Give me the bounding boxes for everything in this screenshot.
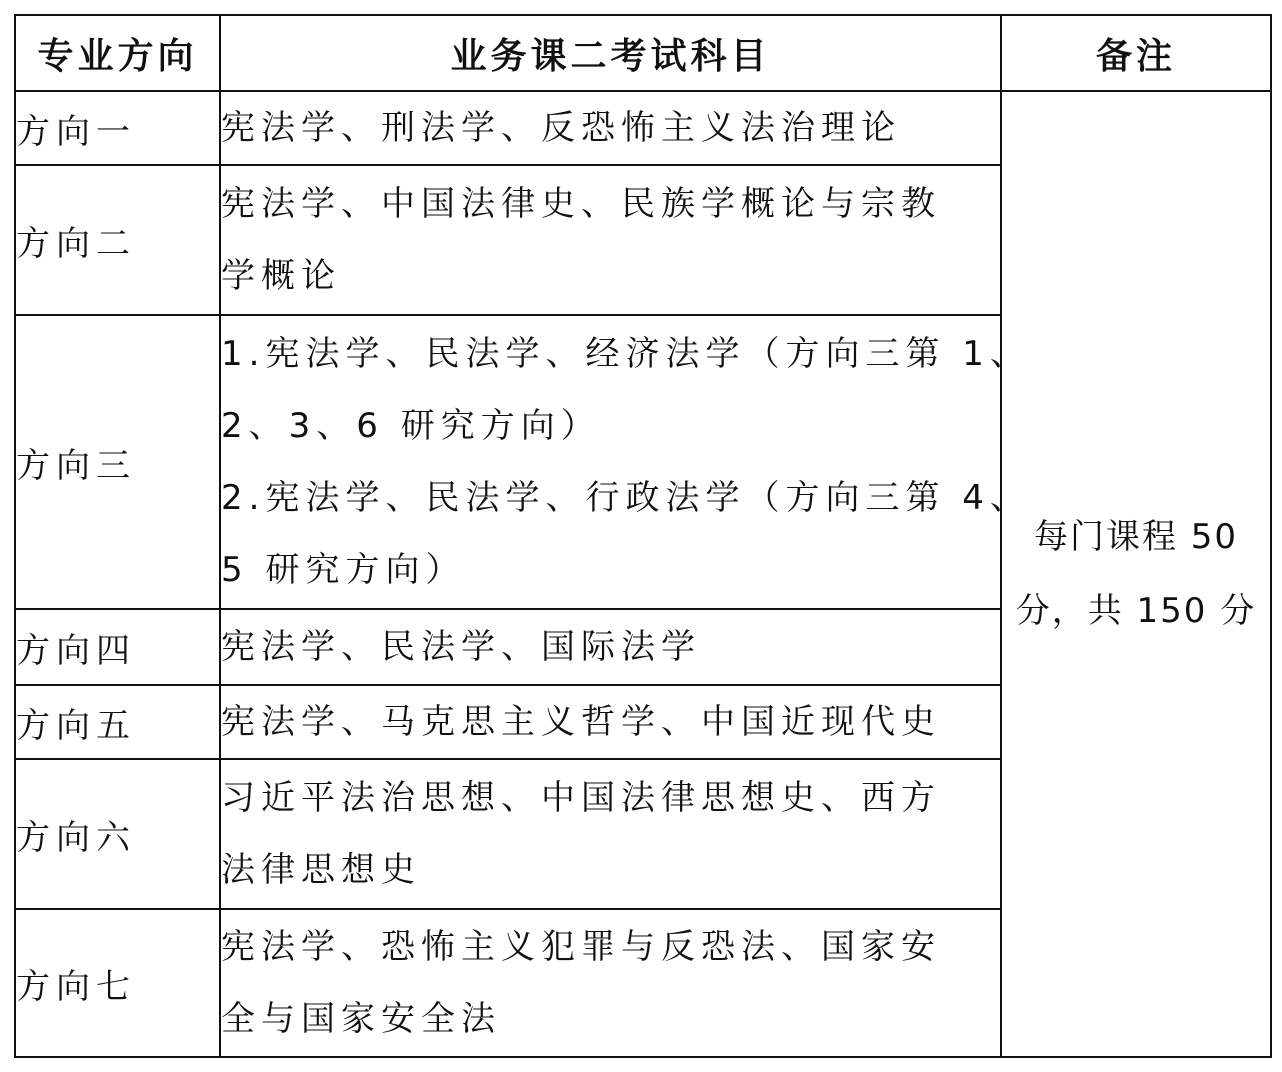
direction-cell: 方向五: [15, 685, 220, 759]
direction-cell: 方向六: [15, 759, 220, 909]
table-header-row: [15, 15, 1271, 91]
direction-cell: 方向一: [15, 91, 220, 165]
subjects-line: 宪法学、中国法律史、民族学概论与宗教: [221, 184, 941, 224]
subjects-line: 宪法学、刑法学、反恐怖主义法治理论: [221, 108, 901, 148]
note-line: 每门课程 50: [1033, 517, 1239, 557]
note-line: 分，共 150 分: [1015, 591, 1257, 631]
direction-cell: 方向二: [15, 165, 220, 315]
subjects-cell: [220, 165, 1001, 315]
table-row: [15, 91, 1271, 165]
subjects-line: 习近平法治思想、中国法律思想史、西方: [221, 778, 941, 818]
note-cell: [1001, 91, 1271, 1057]
subjects-line: 宪法学、马克思主义哲学、中国近现代史: [221, 702, 941, 742]
subjects-line: 全与国家安全法: [221, 999, 501, 1039]
header-direction: 专业方向: [15, 15, 220, 91]
header-notes: 备注: [1001, 15, 1271, 91]
subjects-cell: [220, 909, 1001, 1057]
exam-subjects-table: [14, 14, 1272, 1058]
subjects-cell: [220, 91, 1001, 165]
subjects-cell: [220, 609, 1001, 685]
subjects-line: 宪法学、民法学、国际法学: [221, 627, 701, 667]
subjects-line: 2、3、6 研究方向）: [221, 406, 601, 446]
subjects-line: 法律思想史: [221, 850, 421, 890]
direction-cell: 方向四: [15, 609, 220, 685]
direction-cell: 方向七: [15, 909, 220, 1057]
direction-cell: 方向三: [15, 315, 220, 609]
subjects-cell: [220, 685, 1001, 759]
subjects-line: 2.宪法学、民法学、行政法学（方向三第 4、: [221, 478, 1030, 518]
subjects-line: 1.宪法学、民法学、经济法学（方向三第 1、: [221, 334, 1030, 374]
header-subjects: 业务课二考试科目: [220, 15, 1001, 91]
subjects-cell: [220, 315, 1030, 609]
subjects-line: 学概论: [221, 256, 341, 296]
subjects-line: 5 研究方向）: [221, 550, 466, 590]
subjects-cell: [220, 759, 1001, 909]
subjects-line: 宪法学、恐怖主义犯罪与反恐法、国家安: [221, 927, 941, 967]
